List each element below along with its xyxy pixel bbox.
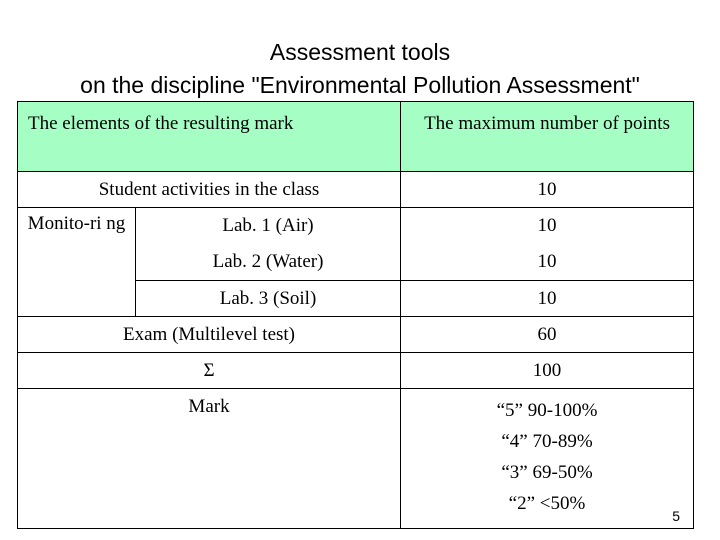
lab-3-points: 10 (401, 281, 694, 317)
row-mark-label: Mark (18, 389, 401, 529)
table-row (18, 353, 694, 389)
row-exam-points: 60 (401, 317, 694, 353)
table-row (18, 208, 694, 281)
table-row (18, 172, 694, 208)
table-row (18, 317, 694, 353)
mark-scale-2: “2” <50% (508, 493, 586, 514)
row-exam-label: Exam (Multilevel test) (18, 317, 401, 353)
row-labs-1-2-points (401, 208, 694, 281)
table-header-row (18, 102, 694, 172)
lab-2-label: Lab. 2 (Water) (212, 251, 324, 272)
row-student-activities-points: 10 (401, 172, 694, 208)
title-line-1: Assessment tools (269, 39, 451, 65)
row-mark-scale (401, 389, 694, 529)
row-sum-points: 100 (401, 353, 694, 389)
slide-title (0, 36, 720, 102)
header-elements: The elements of the resulting mark (18, 102, 401, 172)
lab-1-points: 10 (537, 215, 557, 236)
row-monitoring-label: Monito-ri ng (18, 208, 136, 317)
page-number: 5 (672, 508, 680, 524)
row-labs-1-2-labels (136, 208, 401, 281)
assessment-table (17, 101, 694, 529)
lab-2-points: 10 (537, 251, 557, 272)
row-sum-label: Σ (18, 353, 401, 389)
mark-scale-4: “4” 70-89% (501, 431, 593, 452)
mark-scale-3: “3” 69-50% (501, 462, 593, 483)
table-row (18, 389, 694, 529)
header-max-points: The maximum number of points (401, 102, 694, 172)
mark-scale-5: “5” 90-100% (496, 400, 598, 421)
lab-1-label: Lab. 1 (Air) (222, 215, 314, 236)
title-line-2: on the discipline "Environmental Pollution Assessment" (80, 72, 640, 98)
row-student-activities-label: Student activities in the class (18, 172, 401, 208)
lab-3-label: Lab. 3 (Soil) (136, 281, 401, 317)
